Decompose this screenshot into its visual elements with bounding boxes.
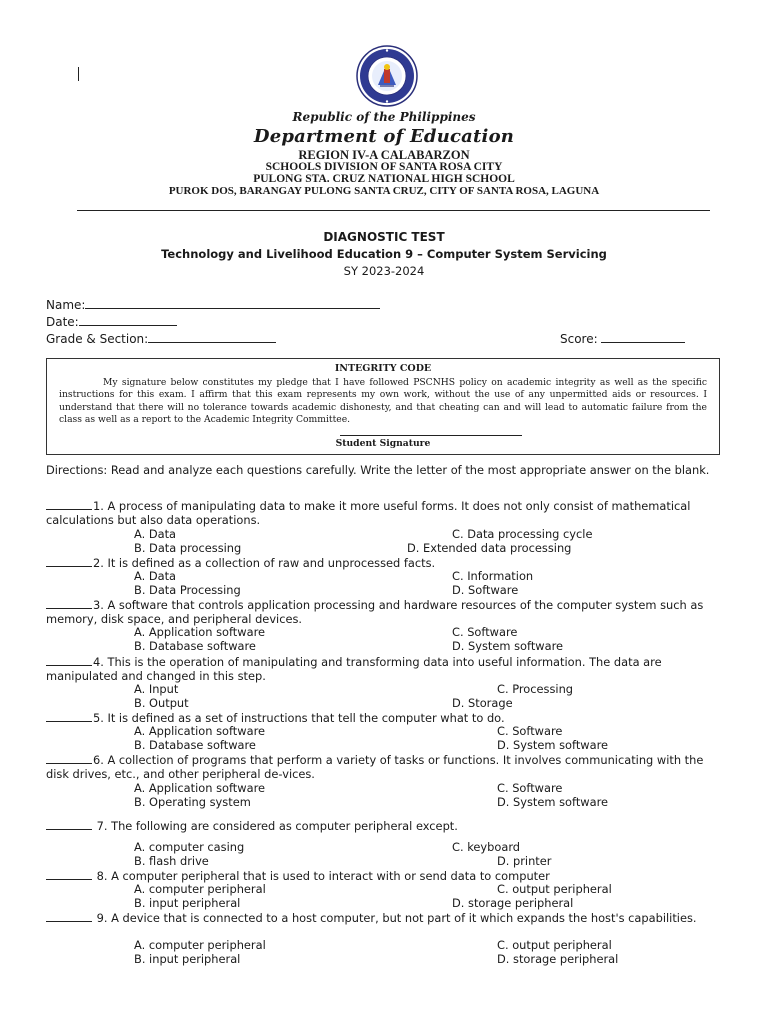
option-a: A. Application software: [134, 625, 266, 639]
answer-blank[interactable]: [46, 752, 92, 764]
answer-blank[interactable]: [46, 555, 92, 567]
option-a: A. computer peripheral: [134, 882, 266, 896]
question-text: 6. A collection of programs that perform a variety of tasks or functions. It involves communicating with the disk drives, etc., and other peripheral de-vices.: [46, 753, 704, 781]
signature-line[interactable]: [340, 435, 522, 436]
option-b: B. input peripheral: [134, 952, 241, 966]
option-c: C. Software: [497, 781, 563, 795]
integrity-title: INTEGRITY CODE: [334, 363, 432, 374]
option-d: D. Software: [452, 583, 519, 597]
option-d: D. storage peripheral: [452, 896, 574, 910]
option-c: C. Processing: [497, 682, 574, 696]
grade-section-label: Grade & Section:: [46, 332, 149, 346]
option-b: B. Operating system: [134, 795, 251, 809]
school-year: SY 2023-2024: [343, 264, 425, 278]
question-text: 7. The following are considered as computer peripheral except.: [93, 819, 458, 833]
answer-blank[interactable]: [46, 868, 92, 880]
score-label: Score:: [560, 332, 598, 346]
option-c: C. Software: [452, 625, 518, 639]
question-text: 4. This is the operation of manipulating and transforming data into useful information. The data are manipulated and changed in this step.: [46, 655, 662, 683]
republic-line: Republic of the Philippines: [292, 110, 476, 124]
grade-section-field[interactable]: [46, 330, 276, 346]
region-line: REGION IV-A CALABARZON: [298, 148, 470, 162]
question-8: [46, 868, 726, 883]
option-a: A. computer peripheral: [134, 938, 266, 952]
text-cursor-mark: [78, 67, 79, 81]
option-d: D. System software: [497, 795, 609, 809]
option-c: C. output peripheral: [497, 938, 612, 952]
option-a: A. Data: [134, 527, 177, 541]
score-field[interactable]: [560, 330, 685, 346]
header-divider: [77, 210, 710, 211]
answer-blank[interactable]: [46, 597, 92, 609]
question-text: 3. A software that controls application processing and hardware resources of the computer system such as memory, disk space, and peripheral devices.: [46, 598, 704, 626]
name-label: Name:: [46, 298, 86, 312]
question-1: [46, 498, 726, 527]
option-b: B. Data Processing: [134, 583, 241, 597]
integrity-code-box: [46, 358, 720, 455]
test-title: DIAGNOSTIC TEST: [323, 230, 445, 244]
grade-section-blank[interactable]: [148, 330, 276, 343]
signature-label: Student Signature: [335, 438, 431, 449]
answer-blank[interactable]: [46, 654, 92, 666]
directions: Directions: Read and analyze each questions carefully. Write the letter of the most appropriate answer on the blank.: [46, 463, 710, 477]
date-field[interactable]: [46, 313, 177, 329]
option-a: A. Data: [134, 569, 177, 583]
option-c: C. keyboard: [452, 840, 521, 854]
deped-seal-icon: [356, 45, 418, 107]
department-title: Department of Education: [253, 126, 515, 147]
answer-blank[interactable]: [46, 910, 92, 922]
option-b: B. Database software: [134, 738, 256, 752]
option-d: D. printer: [497, 854, 552, 868]
option-d: D. Storage: [452, 696, 513, 710]
question-4: [46, 654, 726, 683]
name-field[interactable]: [46, 296, 380, 312]
option-b: B. input peripheral: [134, 896, 241, 910]
option-a: A. Application software: [134, 724, 266, 738]
question-7: [46, 818, 726, 833]
date-label: Date:: [46, 315, 79, 329]
test-subject: Technology and Livelihood Education 9 – Computer System Servicing: [161, 247, 607, 261]
option-c: C. Data processing cycle: [452, 527, 593, 541]
option-a: A. computer casing: [134, 840, 245, 854]
name-blank[interactable]: [85, 296, 380, 309]
option-b: B. Database software: [134, 639, 256, 653]
integrity-body: My signature below constitutes my pledge that I have followed PSCNHS policy on academic integrity as well as the specific instructions for this exam. I affirm that this exam represents my own work, without the use of any unpermitted aids or resources. I understand that there will no tolerance towards academic dishonesty, and that cheating can and will lead to automatic failure from the class as well as a report to the Academic Integrity Committee.: [59, 376, 707, 425]
division-line: SCHOOLS DIVISION OF SANTA ROSA CITY: [265, 161, 503, 173]
score-blank[interactable]: [601, 330, 685, 343]
option-d: D. System software: [497, 738, 609, 752]
option-b: B. Data processing: [134, 541, 242, 555]
question-text: 9. A device that is connected to a host computer, but not part of it which expands the host's capabilities.: [93, 911, 697, 925]
question-2: [46, 555, 726, 570]
date-blank[interactable]: [79, 313, 177, 326]
question-text: 2. It is defined as a collection of raw and unprocessed facts.: [93, 556, 436, 570]
school-address: PUROK DOS, BARANGAY PULONG SANTA CRUZ, CITY OF SANTA ROSA, LAGUNA: [168, 185, 600, 197]
option-b: B. flash drive: [134, 854, 209, 868]
option-d: D. Extended data processing: [407, 541, 572, 555]
question-text: 1. A process of manipulating data to make it more useful forms. It does not only consist of mathematical calculations but also data operations.: [46, 499, 691, 527]
school-name: PULONG STA. CRUZ NATIONAL HIGH SCHOOL: [253, 173, 515, 185]
option-c: C. output peripheral: [497, 882, 612, 896]
answer-blank[interactable]: [46, 818, 92, 830]
question-text: 5. It is defined as a set of instructions that tell the computer what to do.: [93, 711, 505, 725]
question-text: 8. A computer peripheral that is used to interact with or send data to computer: [93, 869, 550, 883]
option-d: D. storage peripheral: [497, 952, 619, 966]
option-b: B. Output: [134, 696, 189, 710]
answer-blank[interactable]: [46, 710, 92, 722]
question-3: [46, 597, 726, 626]
option-a: A. Input: [134, 682, 179, 696]
question-5: [46, 710, 726, 725]
question-6: [46, 752, 726, 781]
option-a: A. Application software: [134, 781, 266, 795]
option-c: C. Software: [497, 724, 563, 738]
option-d: D. System software: [452, 639, 564, 653]
question-9: [46, 910, 726, 925]
option-c: C. Information: [452, 569, 534, 583]
answer-blank[interactable]: [46, 498, 92, 510]
